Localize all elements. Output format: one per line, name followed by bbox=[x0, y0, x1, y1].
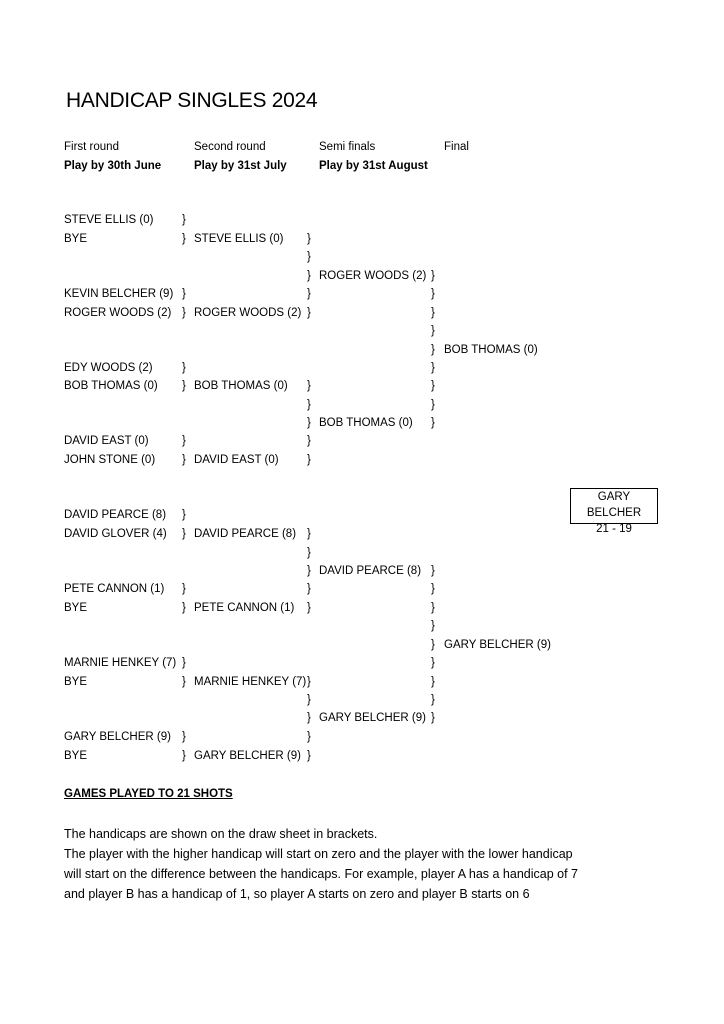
bracket-glyph: } bbox=[431, 620, 435, 632]
r2-entry: STEVE ELLIS (0) bbox=[194, 233, 284, 245]
bracket-glyph: } bbox=[431, 676, 435, 688]
bracket-glyph: } bbox=[431, 712, 435, 724]
r1-entry: PETE CANNON (1) bbox=[64, 583, 165, 595]
bracket-glyph: } bbox=[182, 731, 186, 743]
rules-line: The handicaps are shown on the draw sheet in brackets. bbox=[64, 827, 378, 841]
bracket-glyph: } bbox=[307, 417, 311, 429]
bracket-glyph: } bbox=[431, 417, 435, 429]
bracket-glyph: } bbox=[182, 362, 186, 374]
page-title: HANDICAP SINGLES 2024 bbox=[66, 89, 318, 112]
bracket-glyph: } bbox=[431, 362, 435, 374]
bracket-glyph: } bbox=[431, 307, 435, 319]
r2-entry: MARNIE HENKEY (7) bbox=[194, 676, 307, 688]
bracket-glyph: } bbox=[307, 528, 311, 540]
round-header-second: Second round bbox=[194, 141, 266, 153]
bracket-glyph: } bbox=[431, 288, 435, 300]
bracket-glyph: } bbox=[307, 565, 311, 577]
bracket-glyph: } bbox=[431, 325, 435, 337]
bracket-glyph: } bbox=[431, 399, 435, 411]
bracket-glyph: } bbox=[307, 694, 311, 706]
semi-entry: BOB THOMAS (0) bbox=[319, 417, 413, 429]
bracket-glyph: } bbox=[307, 307, 311, 319]
bracket-glyph: } bbox=[431, 657, 435, 669]
round-header-final: Final bbox=[444, 141, 469, 153]
r1-entry: MARNIE HENKEY (7) bbox=[64, 657, 177, 669]
bracket-glyph: } bbox=[307, 233, 311, 245]
rules-line: will start on the difference between the handicaps. For example, player A has a handicap of 7 bbox=[64, 867, 578, 881]
winner-score: 21 - 19 bbox=[596, 523, 632, 535]
bracket-glyph: } bbox=[182, 602, 186, 614]
r1-entry: ROGER WOODS (2) bbox=[64, 307, 172, 319]
r1-entry: DAVID EAST (0) bbox=[64, 435, 149, 447]
r1-entry: JOHN STONE (0) bbox=[64, 454, 156, 466]
deadline-second: Play by 31st July bbox=[194, 160, 287, 172]
r1-entry: DAVID PEARCE (8) bbox=[64, 509, 167, 521]
bracket-glyph: } bbox=[307, 435, 311, 447]
bracket-glyph: } bbox=[307, 602, 311, 614]
bracket-glyph: } bbox=[307, 380, 311, 392]
deadline-semi: Play by 31st August bbox=[319, 160, 428, 172]
bracket-glyph: } bbox=[182, 583, 186, 595]
semi-entry: ROGER WOODS (2) bbox=[319, 270, 427, 282]
bracket-glyph: } bbox=[307, 712, 311, 724]
semi-entry: DAVID PEARCE (8) bbox=[319, 565, 422, 577]
bracket-glyph: } bbox=[182, 307, 186, 319]
bracket-glyph: } bbox=[431, 694, 435, 706]
bracket-glyph: } bbox=[431, 583, 435, 595]
r2-entry: DAVID EAST (0) bbox=[194, 454, 279, 466]
bracket-glyph: } bbox=[182, 528, 186, 540]
rules-line: and player B has a handicap of 1, so player A starts on zero and player B starts on 6 bbox=[64, 887, 530, 901]
bracket-glyph: } bbox=[307, 288, 311, 300]
deadline-first: Play by 30th June bbox=[64, 160, 162, 172]
rules-line: The player with the higher handicap will start on zero and the player with the lower handicap bbox=[64, 847, 573, 861]
bracket-glyph: } bbox=[307, 676, 311, 688]
round-header-first: First round bbox=[64, 141, 119, 153]
bracket-glyph: } bbox=[182, 750, 186, 762]
r2-entry: BOB THOMAS (0) bbox=[194, 380, 288, 392]
r1-entry: BYE bbox=[64, 676, 88, 688]
round-header-semi: Semi finals bbox=[319, 141, 376, 153]
r1-entry: BOB THOMAS (0) bbox=[64, 380, 158, 392]
r1-entry: STEVE ELLIS (0) bbox=[64, 214, 154, 226]
r2-entry: GARY BELCHER (9) bbox=[194, 750, 301, 762]
bracket-glyph: } bbox=[182, 509, 186, 521]
bracket-glyph: } bbox=[182, 214, 186, 226]
bracket-glyph: } bbox=[182, 676, 186, 688]
bracket-glyph: } bbox=[307, 547, 311, 559]
r1-entry: GARY BELCHER (9) bbox=[64, 731, 171, 743]
winner-name: GARY BELCHER bbox=[586, 491, 642, 519]
bracket-glyph: } bbox=[307, 454, 311, 466]
bracket-glyph: } bbox=[431, 344, 435, 356]
final-entry: GARY BELCHER (9) bbox=[444, 639, 551, 651]
bracket-glyph: } bbox=[182, 435, 186, 447]
bracket-glyph: } bbox=[431, 602, 435, 614]
bracket-glyph: } bbox=[431, 270, 435, 282]
bracket-glyph: } bbox=[182, 380, 186, 392]
bracket-glyph: } bbox=[431, 639, 435, 651]
r1-entry: EDY WOODS (2) bbox=[64, 362, 153, 374]
bracket-glyph: } bbox=[307, 731, 311, 743]
r2-entry: PETE CANNON (1) bbox=[194, 602, 295, 614]
bracket-glyph: } bbox=[307, 270, 311, 282]
bracket-glyph: } bbox=[182, 657, 186, 669]
bracket-glyph: } bbox=[307, 399, 311, 411]
r2-entry: ROGER WOODS (2) bbox=[194, 307, 302, 319]
r1-entry: KEVIN BELCHER (9) bbox=[64, 288, 174, 300]
r1-entry: DAVID GLOVER (4) bbox=[64, 528, 167, 540]
winner-box bbox=[570, 488, 658, 535]
semi-entry: GARY BELCHER (9) bbox=[319, 712, 426, 724]
bracket-glyph: } bbox=[307, 750, 311, 762]
bracket-glyph: } bbox=[431, 565, 435, 577]
r2-entry: DAVID PEARCE (8) bbox=[194, 528, 297, 540]
bracket-glyph: } bbox=[307, 251, 311, 263]
bracket-glyph: } bbox=[182, 288, 186, 300]
bracket-glyph: } bbox=[307, 583, 311, 595]
final-entry: BOB THOMAS (0) bbox=[444, 344, 538, 356]
bracket-glyph: } bbox=[182, 454, 186, 466]
bracket-glyph: } bbox=[182, 233, 186, 245]
r1-entry: BYE bbox=[64, 602, 88, 614]
r1-entry: BYE bbox=[64, 750, 88, 762]
games-note: GAMES PLAYED TO 21 SHOTS bbox=[64, 788, 233, 800]
r1-entry: BYE bbox=[64, 233, 88, 245]
bracket-glyph: } bbox=[431, 380, 435, 392]
